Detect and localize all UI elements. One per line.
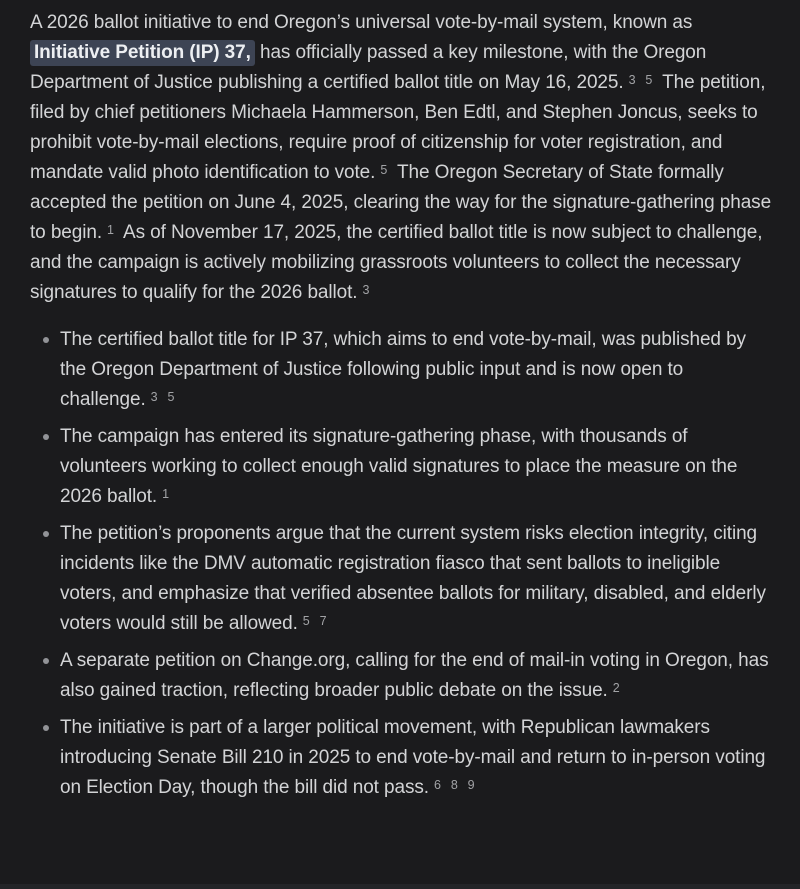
- bullet-dot-icon: [43, 658, 49, 664]
- highlighted-phrase[interactable]: Initiative Petition (IP) 37,: [30, 40, 255, 66]
- bullet-item: [30, 713, 772, 803]
- bullet-item: [30, 325, 772, 415]
- answer-bullet-list: [30, 325, 772, 803]
- citation-link[interactable]: 5: [167, 390, 175, 404]
- citation-link[interactable]: 6: [433, 778, 441, 792]
- bullet-item: [30, 646, 772, 706]
- text-run: A 2026 ballot initiative to end Oregon’s universal vote-by-mail system, known as: [30, 12, 693, 33]
- citation-link[interactable]: 8: [450, 778, 458, 792]
- citation-link[interactable]: 2: [612, 681, 620, 695]
- citation-link[interactable]: 5: [302, 614, 310, 628]
- citation-link[interactable]: 3: [150, 390, 158, 404]
- bullet-item: [30, 422, 772, 512]
- text-run: has officially passed a key milestone, with the Oregon Department of Justice publishing a certified ballot title on May 16, 2025.: [30, 42, 707, 93]
- text-run: The certified ballot title for IP 37, which aims to end vote-by-mail, was published by the Oregon Department of Justice following public input and is now open to challenge.: [60, 329, 746, 410]
- bullet-dot-icon: [43, 337, 49, 343]
- citation-link[interactable]: 5: [645, 73, 653, 87]
- bullet-dot-icon: [43, 531, 49, 537]
- bottom-section-edge: [0, 884, 800, 889]
- citation-link[interactable]: 3: [362, 283, 370, 297]
- text-run: As of November 17, 2025, the certified ballot title is now subject to challenge, and the campaign is actively mobilizing grassroots volunteers to collect the necessary signatures to qualify for the 2026 ballot.: [30, 222, 763, 303]
- citation-link[interactable]: 5: [380, 163, 388, 177]
- bullet-item: [30, 519, 772, 639]
- text-run: The petition, filed by chief petitioners Michaela Hammerson, Ben Edtl, and Stephen Joncus, seeks to prohibit vote-by-mail elections, require proof of citizenship for voter registration, and mandate valid photo identification to vote.: [30, 72, 766, 183]
- citation-link[interactable]: 3: [628, 73, 636, 87]
- text-run: The Oregon Secretary of State formally accepted the petition on June 4, 2025, clearing the way for the signature-gathering phase to begin.: [30, 162, 772, 243]
- text-run: A separate petition on Change.org, calling for the end of mail-in voting in Oregon, has also gained traction, reflecting broader public debate on the issue.: [60, 650, 769, 701]
- citation-link[interactable]: 9: [467, 778, 475, 792]
- citation-link[interactable]: 7: [319, 614, 327, 628]
- text-run: The campaign has entered its signature-gathering phase, with thousands of volunteers working to collect enough valid signatures to place the measure on the 2026 ballot.: [60, 426, 738, 507]
- citation-link[interactable]: 1: [162, 487, 169, 501]
- answer-paragraph: [30, 8, 772, 308]
- bullet-dot-icon: [43, 434, 49, 440]
- citation-link[interactable]: 1: [107, 223, 114, 237]
- bullet-dot-icon: [43, 725, 49, 731]
- text-run: The petition’s proponents argue that the current system risks election integrity, citing incidents like the DMV automatic registration fiasco that sent ballots to ineligible voters, and emphasize that verified absentee ballots for military, disabled, and elderly voters would still be allowed.: [60, 523, 766, 634]
- text-run: The initiative is part of a larger political movement, with Republican lawmakers introducing Senate Bill 210 in 2025 to end vote-by-mail and return to in-person voting on Election Day, though the bill did not pass.: [60, 717, 766, 798]
